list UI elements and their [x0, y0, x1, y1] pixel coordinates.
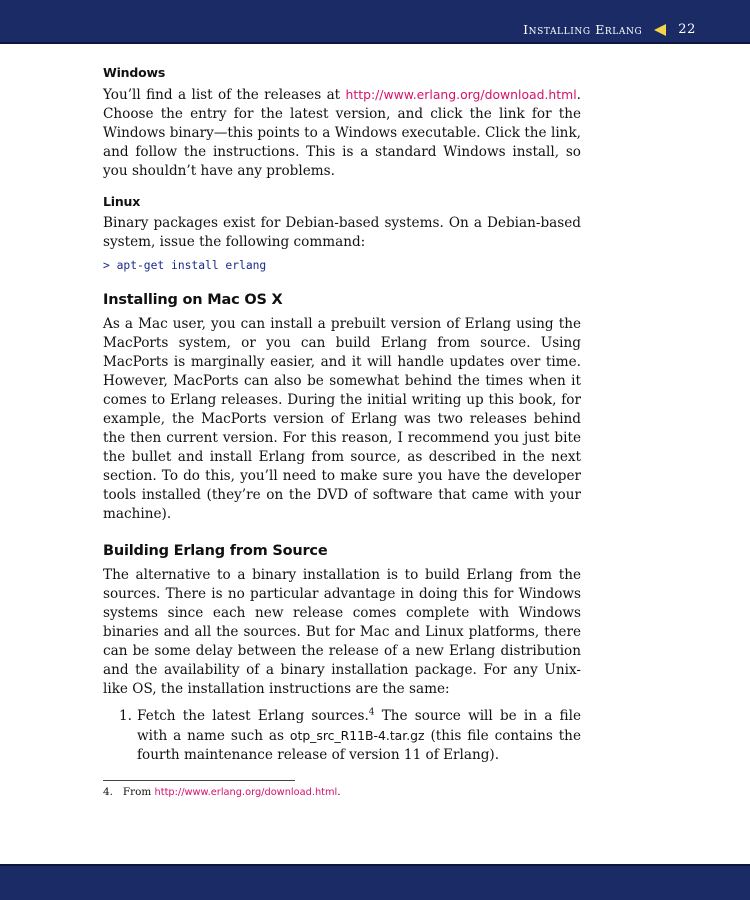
- windows-paragraph: You’ll find a list of the releases at http://www.erlang.org/download.html. Choose the entry for the latest version, and click the link for the Windows binary—this points to a Windows executable. Click the link, and follow the instructions. This is a standard Windows install, so you shouldn’t have any problems.: [103, 87, 581, 179]
- step-number: 1.: [119, 708, 132, 724]
- list-item: 1. Fetch the latest Erlang sources.$^4$ The source will be in a file with a name such as otp_src_R11B-4.tar.gz (this file contains the fourth maintenance release of version 11 of Erlang).: [119, 707, 581, 763]
- linux-heading: Linux: [103, 194, 141, 209]
- linux-paragraph: Binary packages exist for Debian-based systems. On a Debian-based system, issue the following command:: [103, 215, 581, 250]
- windows-heading: Windows: [103, 65, 166, 80]
- footnote-ref[interactable]: 4: [368, 707, 375, 718]
- command-line: > apt-get install erlang: [103, 259, 267, 272]
- top-header-bar: [0, 0, 750, 44]
- source-heading: Building Erlang from Source: [103, 543, 328, 559]
- mac-heading: Installing on Mac OS X: [103, 292, 283, 308]
- page-number: 22: [678, 22, 696, 37]
- footnote: 4. From http://www.erlang.org/download.html.: [103, 786, 341, 798]
- running-title: Installing Erlang: [523, 22, 643, 37]
- previous-page-arrow-icon[interactable]: [654, 24, 666, 36]
- running-head: [523, 22, 696, 37]
- download-link[interactable]: http://www.erlang.org/download.html: [345, 87, 577, 102]
- footnote-divider: [103, 780, 295, 781]
- mac-paragraph: As a Mac user, you can install a prebuilt version of Erlang using the MacPorts system, or you can build Erlang from source. Using MacPorts is marginally easier, and it will handle updates over time. However, MacPorts can also be somewhat behind the times when it comes to Erlang releases. During the initial writing up this book, for example, the MacPorts version of Erlang was two releases behind the then current version. For this reason, I recommend you just bite the bullet and install Erlang from source, as described in the next section. To do this, you’ll need to make sure you have the developer tools installed (they’re on the DVD of software that came with your machine).: [103, 316, 581, 522]
- bottom-footer-bar: [0, 864, 750, 900]
- footnote-link[interactable]: http://www.erlang.org/download.html: [154, 787, 338, 798]
- install-steps-list: [103, 707, 581, 765]
- page-content: [103, 64, 581, 765]
- filename: otp_src_R11B-4.tar.gz: [289, 728, 425, 743]
- footnote-number: 4.: [103, 786, 113, 798]
- source-paragraph: The alternative to a binary installation is to build Erlang from the sources. There is no particular advantage in doing this for Windows systems since each new release comes complete with Windows binaries and all the sources. But for Mac and Linux platforms, there can be some delay between the release of a new Erlang distribution and the availability of a binary installation package. For any Unix-like OS, the installation instructions are the same:: [103, 567, 581, 697]
